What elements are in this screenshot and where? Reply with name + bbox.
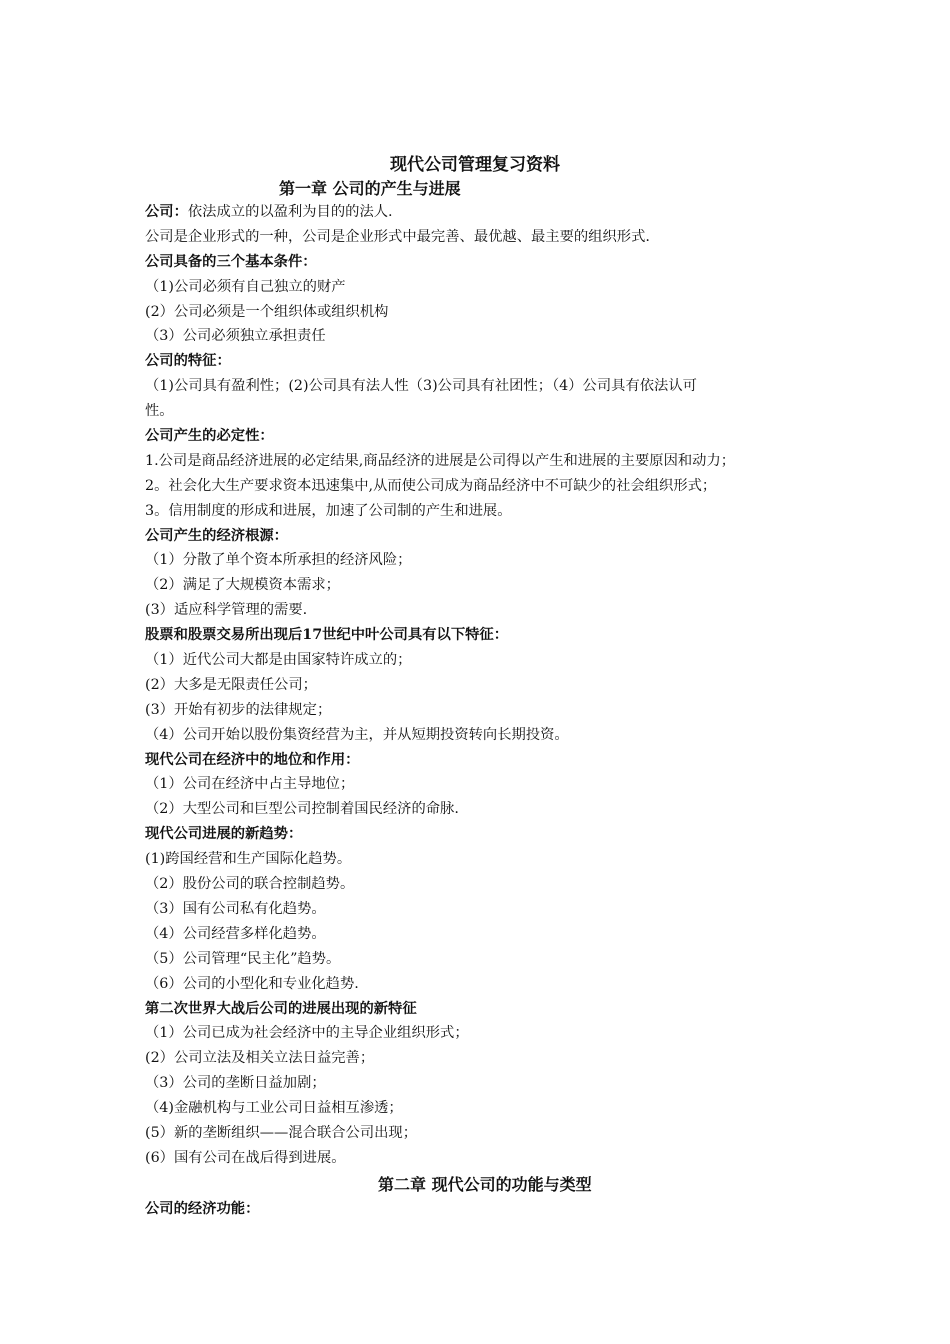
list-item: （1）公司在经济中占主导地位；: [145, 776, 355, 793]
list-item: （1)公司必须有自己独立的财产: [145, 278, 346, 295]
definition-text: 依法成立的以盈利为目的的法人.: [187, 204, 393, 220]
section-heading: 公司具备的三个基本条件：: [145, 253, 317, 270]
section-heading: 股票和股票交易所出现后17世纪中叶公司具有以下特征：: [145, 627, 509, 644]
section-heading: 第二次世界大战后公司的进展出现的新特征: [145, 1000, 417, 1017]
list-item: （1)公司具有盈利性；(2)公司具有法人性（3)公司具有社团性；（4）公司具有依法认可: [145, 378, 697, 395]
list-item: 3。信用制度的形成和进展，加速了公司制的产生和进展。: [145, 502, 512, 519]
section-heading: 现代公司在经济中的地位和作用：: [145, 751, 360, 768]
definition-label: 公司：: [145, 204, 188, 220]
list-item: 2。社会化大生产要求资本迅速集中,从而使公司成为商品经济中不可缺少的社会组织形式；: [145, 477, 717, 494]
list-item: （1）分散了单个资本所承担的经济风险；: [145, 552, 412, 569]
list-item: （4）公司开始以股份集资经营为主，并从短期投资转向长期投资。: [145, 726, 569, 743]
list-item: （5）公司管理“民主化”趋势。: [145, 950, 341, 967]
list-item: （6）公司的小型化和专业化趋势.: [145, 975, 359, 992]
definition-line: [145, 200, 805, 225]
list-item: (2）公司立法及相关立法日益完善；: [145, 1050, 375, 1067]
text-line: 公司是企业形式的一种，公司是企业形式中最完善、最优越、最主要的组织形式.: [145, 228, 650, 245]
section-heading: 公司产生的经济根源：: [145, 527, 288, 544]
list-item: （1）公司已成为社会经济中的主导企业组织形式；: [145, 1025, 469, 1042]
list-item: (1)跨国经营和生产国际化趋势。: [145, 851, 352, 868]
list-item: （4)金融机构与工业公司日益相互渗透；: [145, 1100, 403, 1117]
section-heading: 现代公司进展的新趋势：: [145, 826, 303, 843]
list-item: (3）开始有初步的法律规定；: [145, 701, 332, 718]
list-item: (2）公司必须是一个组织体或组织机构: [145, 303, 389, 320]
section-heading: 公司产生的必定性：: [145, 428, 274, 445]
list-item: （4）公司经营多样化趋势。: [145, 925, 326, 942]
list-item: （2）大型公司和巨型公司控制着国民经济的命脉.: [145, 801, 459, 818]
list-item: （3）公司的垄断日益加剧；: [145, 1075, 326, 1092]
chapter-2-heading: 第二章 现代公司的功能与类型: [378, 1175, 592, 1194]
list-item: （2）股份公司的联合控制趋势。: [145, 876, 355, 893]
list-item: （3）国有公司私有化趋势。: [145, 900, 326, 917]
list-item: (3）适应科学管理的需要.: [145, 602, 308, 619]
list-item: （3）公司必须独立承担责任: [145, 328, 326, 345]
list-item: (5）新的垄断组织——混合联合公司出现；: [145, 1124, 418, 1141]
section-heading-economic-functions: 公司的经济功能：: [145, 1201, 260, 1217]
section-heading: 公司的特征：: [145, 353, 231, 370]
list-item: (2）大多是无限责任公司；: [145, 676, 317, 693]
list-item: （2）满足了大规模资本需求；: [145, 577, 340, 594]
document-title: 现代公司管理复习资料: [390, 155, 560, 175]
text-line: 性。: [145, 403, 174, 420]
list-item: 1.公司是商品经济进展的必定结果,商品经济的进展是公司得以产生和进展的主要原因和动力；: [145, 452, 736, 469]
chapter-1-heading: 第一章 公司的产生与进展: [279, 179, 461, 198]
document-body: [145, 200, 805, 1171]
list-item: （1）近代公司大都是由国家特许成立的；: [145, 652, 412, 669]
list-item: (6）国有公司在战后得到进展。: [145, 1149, 346, 1166]
